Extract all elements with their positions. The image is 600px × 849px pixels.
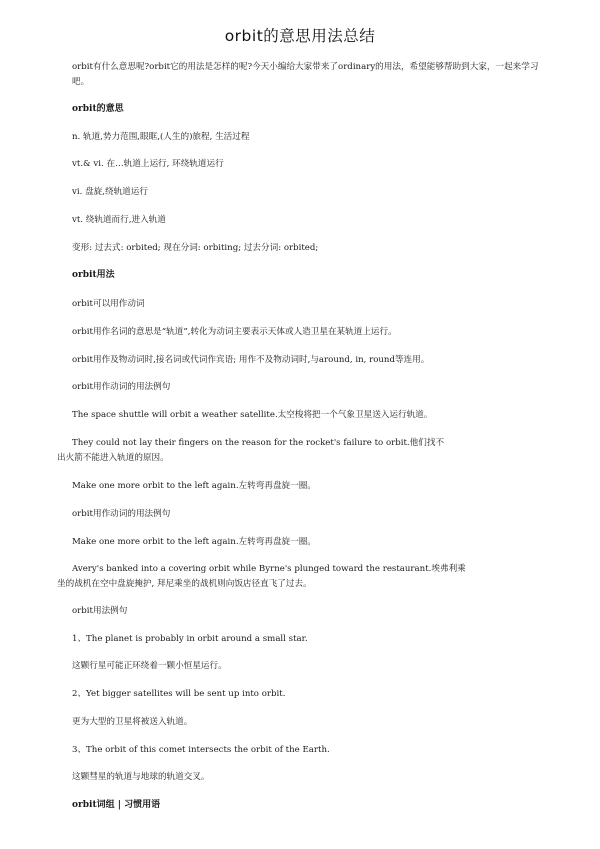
usage-line: orbit可以用作动词 (72, 299, 145, 309)
example-sentence-continued: 坐的战机在空中盘旋掩护, 拜尼乘坐的战机则向饭店径直飞了过去。 (57, 579, 312, 589)
usage-line: orbit用作及物动词时,接名词或代词作宾语; 用作不及物动词时,与around, in, round等连用。 (72, 355, 430, 365)
usage-line: orbit用作动词的用法例句 (72, 509, 171, 519)
example-sentence: The space shuttle will orbit a weather satellite.太空梭将把一个气象卫星送入运行轨道。 (72, 410, 433, 420)
example-sentence: 2、Yet bigger satellites will be sent up into orbit. (72, 689, 286, 699)
example-translation: 这颗彗星的轨道与地球的轨道交叉。 (72, 772, 210, 782)
intro-paragraph: orbit有什么意思呢?orbit它的用法是怎样的呢?今天小编给大家带来了ordinary的用法，希望能够帮助到大家，一起来学习吧。 (72, 62, 539, 87)
example-sentence: 1、The planet is probably in orbit around a small star. (72, 634, 308, 644)
page-title: orbit的意思用法总结 (224, 27, 376, 45)
usage-line: orbit用作动词的用法例句 (72, 382, 171, 392)
example-translation: 这颗行星可能正环绕着一颗小恒星运行。 (72, 661, 227, 671)
example-sentence: They could not lay their fingers on the reason for the rocket's failure to orbit.他们找不 (72, 438, 445, 448)
example-sentence: Make one more orbit to the left again.左转弯再盘旋一圈。 (72, 481, 316, 491)
usage-line: orbit用法例句 (72, 606, 128, 616)
meaning-item: vt.& vi. 在…轨道上运行, 环绕轨道运行 (72, 159, 224, 169)
inflection-line: 变形: 过去式: orbited; 现在分词: orbiting; 过去分词: orbited; (72, 243, 319, 253)
example-sentence: 3、The orbit of this comet intersects the orbit of the Earth. (72, 745, 330, 755)
usage-heading: orbit用法 (72, 270, 115, 280)
example-sentence: Avery's banked into a covering orbit while Byrne's plunged toward the restaurant.埃弗利乘 (72, 564, 466, 574)
phrases-heading: orbit词组 | 习惯用语 (72, 800, 161, 810)
example-sentence: Make one more orbit to the left again.左转弯再盘旋一圈。 (72, 537, 316, 547)
meaning-item: vt. 绕轨道而行,进入轨道 (72, 215, 166, 225)
example-translation: 更为大型的卫星将被送入轨道。 (72, 717, 193, 727)
example-sentence-continued: 出火箭不能进入轨道的原因。 (57, 453, 169, 463)
meaning-heading: orbit的意思 (72, 104, 124, 114)
meaning-item: vi. 盘旋,绕轨道运行 (72, 187, 148, 197)
meaning-item: n. 轨道,势力范围,眼眶,(人生的)旅程, 生活过程 (72, 132, 250, 142)
usage-line: orbit用作名词的意思是“轨道”,转化为动词主要表示天体或人造卫星在某轨道上运行。 (72, 327, 397, 337)
